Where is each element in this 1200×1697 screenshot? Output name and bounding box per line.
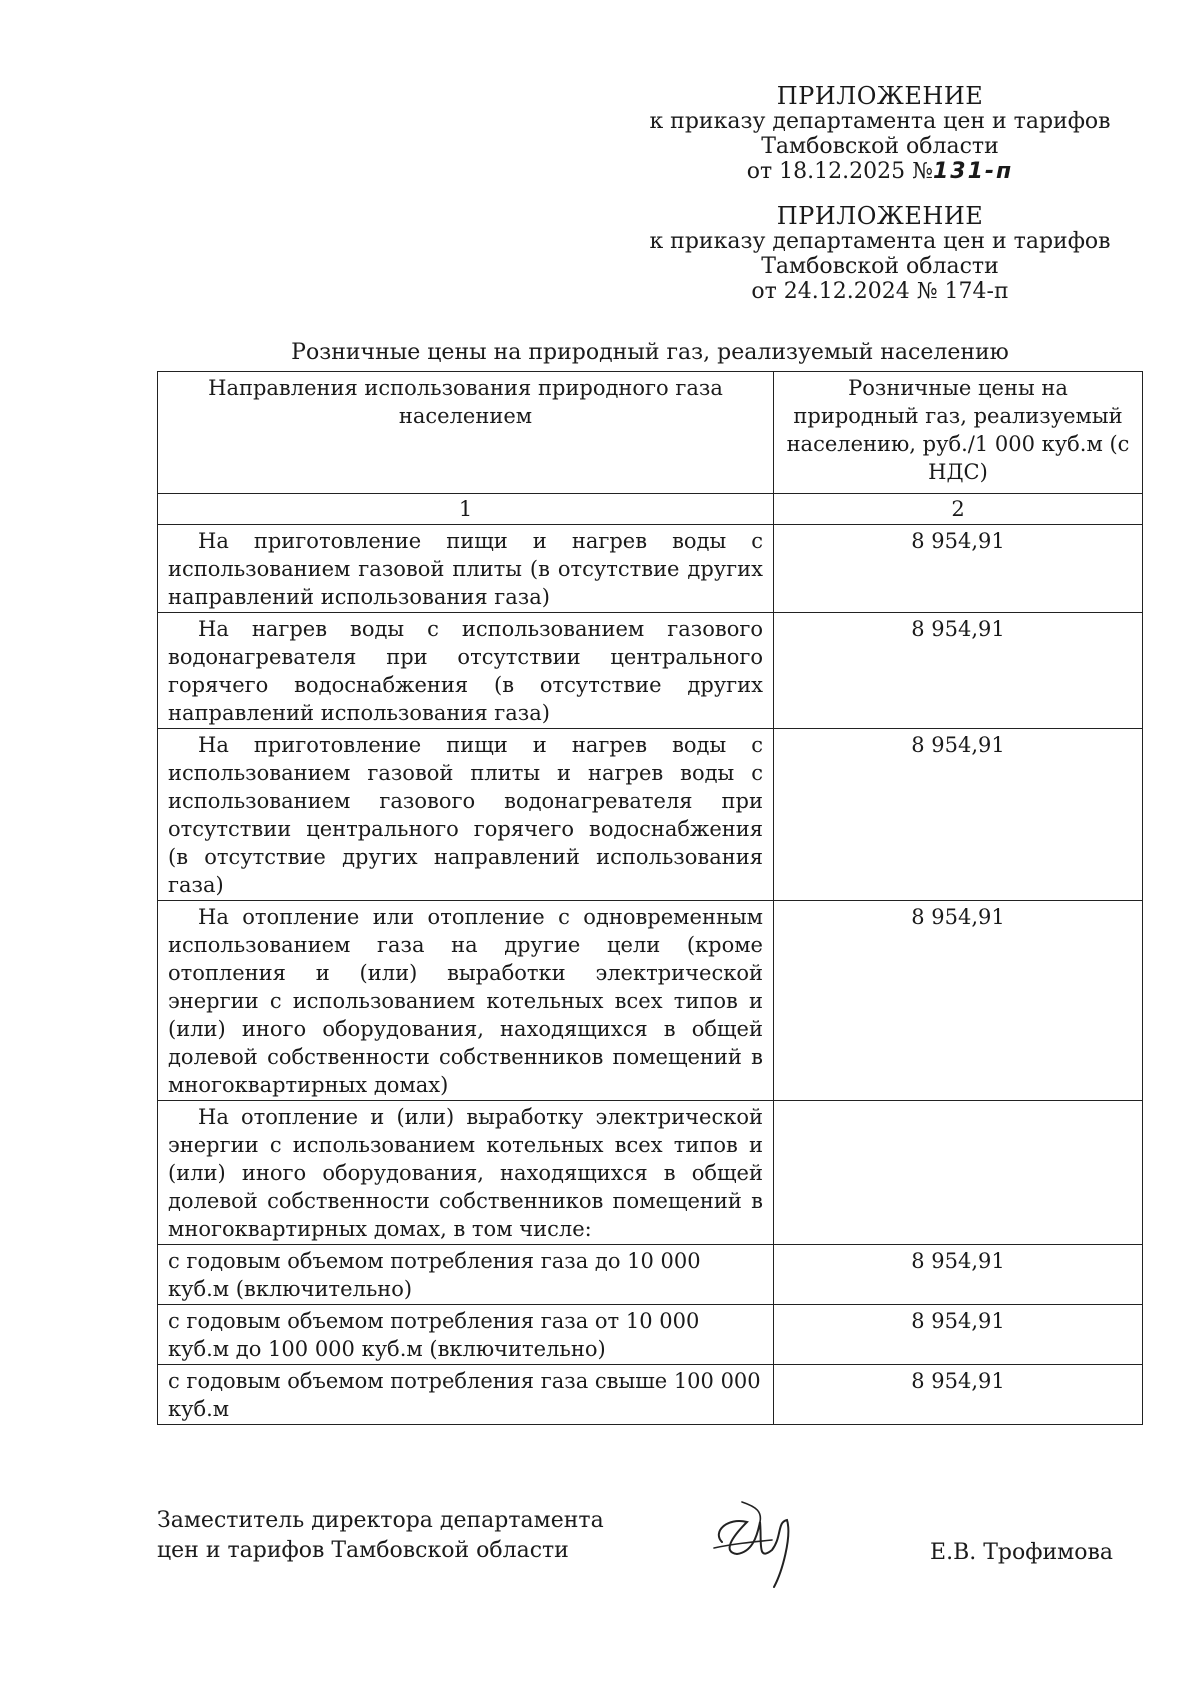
table-row — [158, 729, 1143, 901]
appendix-header-original — [620, 204, 1140, 304]
table-row — [158, 1305, 1143, 1365]
order-date: от 18.12.2025 № — [746, 159, 933, 184]
column-number: 1 — [158, 494, 774, 525]
price-cell: 8 954,91 — [774, 729, 1143, 901]
table-row — [158, 901, 1143, 1101]
table-row — [158, 525, 1143, 613]
direction-cell: с годовым объемом потребления газа свыше 100 000 куб.м — [158, 1365, 774, 1425]
signer-position-line: цен и тарифов Тамбовской области — [157, 1538, 569, 1563]
table-title: Розничные цены на природный газ, реализуемый населению — [291, 340, 1009, 365]
price-cell: 8 954,91 — [774, 1245, 1143, 1305]
table-header-row — [158, 372, 1143, 494]
column-header-price: Розничные цены на природный газ, реализуемый населению, руб./1 000 куб.м (с НДС) — [774, 372, 1143, 494]
direction-cell: с годовым объемом потребления газа от 10 000 куб.м до 100 000 куб.м (включительно) — [158, 1305, 774, 1365]
direction-cell: На отопление или отопление с одновременным использованием газа на другие цели (кроме отопления и (или) выработки электрической энергии с использованием котельных всех типов и (или) иного оборудования, находящихся в общей долевой собственности собственников помещений в многоквартирных домах) — [158, 901, 774, 1101]
signature-stroke — [719, 1520, 789, 1587]
signer-name: Е.В. Трофимова — [930, 1540, 1113, 1565]
gas-price-table — [157, 371, 1143, 1425]
direction-cell: На приготовление пищи и нагрев воды с использованием газовой плиты (в отсутствие других направлений использования газа) — [158, 525, 774, 613]
appendix-title: ПРИЛОЖЕНИЕ — [776, 82, 984, 110]
signer-position — [157, 1506, 604, 1566]
region-line: Тамбовской области — [761, 134, 999, 159]
price-cell: 8 954,91 — [774, 901, 1143, 1101]
order-reference-line: к приказу департамента цен и тарифов — [649, 109, 1111, 134]
appendix-header-current — [620, 84, 1140, 184]
table-row — [158, 1101, 1143, 1245]
price-cell: 8 954,91 — [774, 1365, 1143, 1425]
region-line: Тамбовской области — [761, 254, 999, 279]
signer-position-line: Заместитель директора департамента — [157, 1508, 604, 1533]
price-cell: 8 954,91 — [774, 525, 1143, 613]
direction-cell: На нагрев воды с использованием газового водонагревателя при отсутствии центрального горячего водоснабжения (в отсутствие других направлений использования газа) — [158, 613, 774, 729]
table-row — [158, 1245, 1143, 1305]
table-row — [158, 613, 1143, 729]
direction-cell: с годовым объемом потребления газа до 10 000 куб.м (включительно) — [158, 1245, 774, 1305]
handwritten-order-number: 131-п — [932, 159, 1014, 184]
direction-cell: На приготовление пищи и нагрев воды с использованием газовой плиты и нагрев воды с использованием газового водонагревателя при отсутствии центрального горячего водоснабжения (в отсутствие других направлений использования газа) — [158, 729, 774, 901]
handwritten-signature — [702, 1482, 822, 1592]
price-cell: 8 954,91 — [774, 613, 1143, 729]
appendix-title: ПРИЛОЖЕНИЕ — [776, 202, 984, 230]
column-number: 2 — [774, 494, 1143, 525]
signature-block — [157, 1506, 1143, 1596]
price-cell — [774, 1101, 1143, 1245]
column-header-direction: Направления использования природного газа населением — [158, 372, 774, 494]
table-row — [158, 1365, 1143, 1425]
order-reference-line: к приказу департамента цен и тарифов — [649, 229, 1111, 254]
order-date-line: от 24.12.2024 № 174-п — [751, 279, 1009, 304]
price-cell: 8 954,91 — [774, 1305, 1143, 1365]
column-number-row — [158, 494, 1143, 525]
order-date-line — [620, 159, 1140, 184]
direction-cell: На отопление и (или) выработку электрической энергии с использованием котельных всех типов и (или) иного оборудования, находящихся в общей долевой собственности собственников помещений в многоквартирных домах, в том числе: — [158, 1101, 774, 1245]
